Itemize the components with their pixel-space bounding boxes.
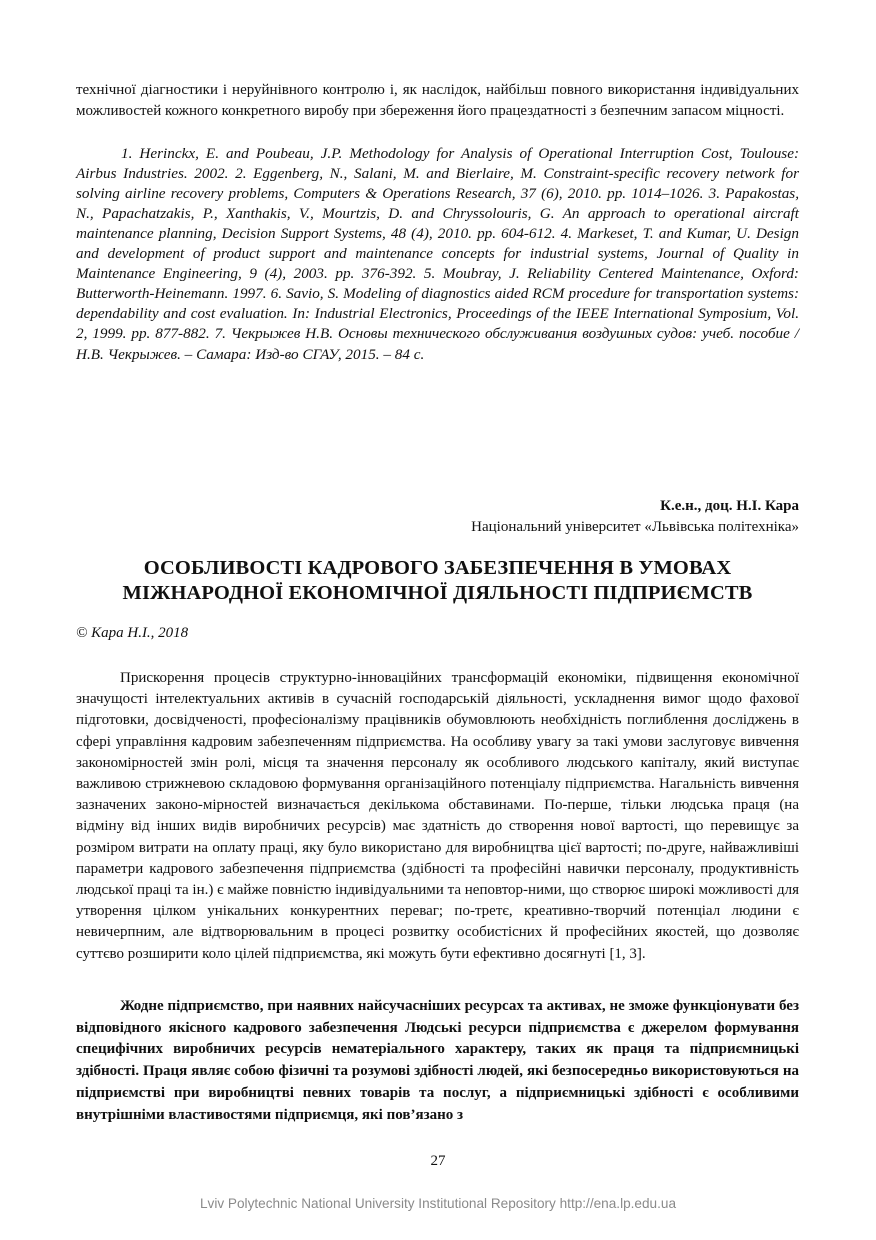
author-affiliation: Національний університет «Львівська політехніка»	[471, 519, 799, 535]
intro-paragraph: технічної діагностики і неруйнівного контролю і, як наслідок, найбільш повного використання індивідуальних можливостей кожного конкретного виробу при збереження його працездатності з безпечним запасом міцності.	[76, 82, 799, 120]
copyright-notice: © Кара Н.І., 2018	[76, 625, 189, 641]
title-line: МІЖНАРОДНОЇ ЕКОНОМІЧНОЇ ДІЯЛЬНОСТІ ПІДПРИЄМСТВ	[122, 582, 753, 604]
author-name: К.е.н., доц. Н.І. Кара	[660, 498, 799, 514]
article-title	[76, 556, 799, 606]
body-paragraph: Прискорення процесів структурно-інноваційних трансформацій економіки, підвищення економічної значущості інтелектуальних активів в сучасній господарській діяльності, ускладнення вимог щодо фахової підготовки, досвідченості, професіоналізму працівників обумовлюють необхідність поглиблення досліджень в сфері управління кадровим забезпеченням підприємства. На особливу увагу за такі умови заслуговує вивчення закономірностей змін ролі, місця та значення персоналу як особливого людського капіталу, який виступає важливою стрижневою складовою формування організаційного потенціалу підприємства. Нагальність вивчення зазначених законо-мірностей визначається декількома обставинами. По-перше, тільки людська праця (на відміну від інших видів виробничих ресурсів) має здатність до створення нової вартості, що перевищує за розміром витрати на оплату праці, яку було використано для виробництва цієї вартості; по-друге, найважливіші параметри кадрового забезпечення підприємства (здібності та професійні навички персоналу, продуктивність людської праці та ін.) є майже повністю індивідуальними та неповтор-ними, що створює широкі можливості для утворення цілком унікальних конкурентних переваг; по-третє, креативно-творчий потенціал людини є невичерпним, але відтворювальним в процесі розвитку особистісних й професійних якостей, що дозволяє суттєво розширити коло цілей підприємства, які можуть бути ефективно досягнуті [1, 3].	[76, 670, 799, 962]
references-list: 1. Herinckx, E. and Poubeau, J.P. Methodology for Analysis of Operational Interruption Cost, Toulouse: Airbus Industries. 2002. 2. Eggenberg, N., Salani, M. and Bierlaire, M. Constraint-specific recovery network for solving airline recovery problems, Computers & Operations Research, 37 (6), 2010. pp. 1014–1026. 3. Papakostas, N., Papachatzakis, P., Xanthakis, V., Mourtzis, D. and Chryssolouris, G. An approach to operational aircraft maintenance planning, Decision Support Systems, 48 (4), 2010. pp. 604-612. 4. Markeset, T. and Kumar, U. Design and development of product support and maintenance concepts for industrial systems, Journal of Quality in Maintenance Engineering, 9 (4), 2003. pp. 376-392. 5. Moubray, J. Reliability Centered Maintenance, Oxford: Butterworth-Heinemann. 1997. 6. Savio, S. Modeling of diagnostics aided RCM procedure for transportation systems: dependability and cost evaluation. In: Industrial Electronics, Proceedings of the IEEE International Symposium, Vol. 2, 1999. pp. 877-882. 7. Чекрыжев Н.В. Основы технического обслуживания воздушных судов: учеб. пособие / Н.В. Чекрыжев. – Самара: Изд-во СГАУ, 2015. – 84 с.	[76, 144, 799, 363]
body-paragraph-bold: Жодне підприємство, при наявних найсучасніших ресурсах та активах, не зможе функціонувати без відповідного якісного кадрового забезпечення Людські ресурси підприємства є джерелом формування специфічних виробничих ресурсів нематеріального характеру, таких як праця та підприємницькі здібності. Праця являє собою фізичні та розумові здібності людей, які безпосередньо використовуються на підприємстві при виробництві певних товарів та послуг, а підприємницькі здібності є особливими внутрішніми властивостями підприємця, які пов’язано з	[76, 998, 799, 1123]
repository-footer: Lviv Polytechnic National University Institutional Repository http://ena.lp.edu.ua	[199, 1196, 677, 1211]
author-block	[471, 496, 799, 538]
page-number: 27	[430, 1153, 446, 1169]
title-line: ОСОБЛИВОСТІ КАДРОВОГО ЗАБЕЗПЕЧЕННЯ В УМОВАХ	[143, 557, 732, 579]
previous-article-end	[76, 80, 799, 365]
